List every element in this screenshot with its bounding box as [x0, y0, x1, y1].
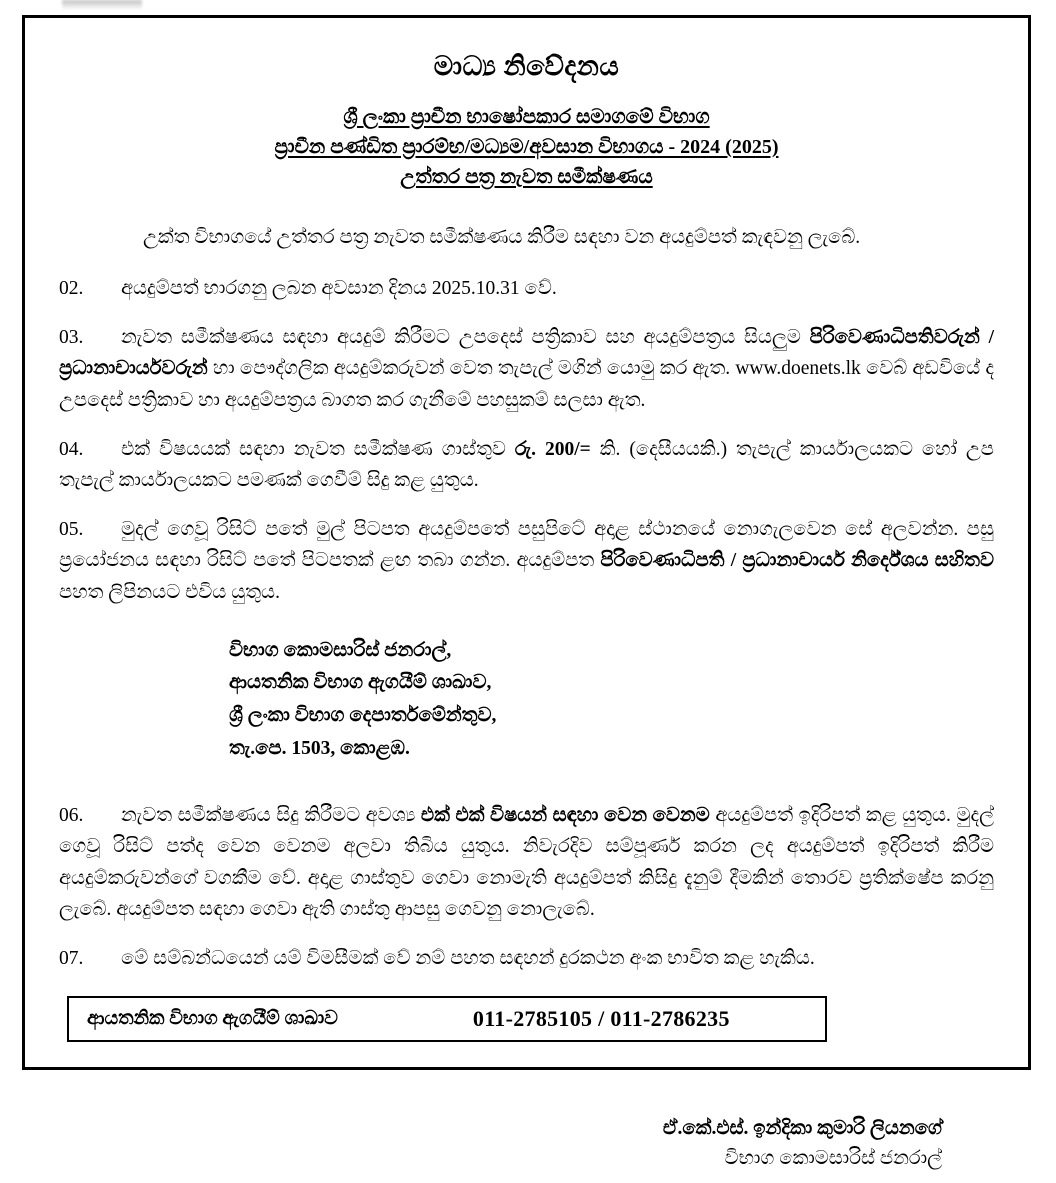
paragraph-03	[59, 322, 994, 417]
document-body	[59, 222, 994, 1173]
subheading-text-2: ප්‍රාචීන පණ්ඩිත ප්‍රාරම්භ/මධ්‍යම/අවසාන විභාගය - 2024 (2025)	[274, 135, 779, 158]
subheading-line-3	[59, 162, 994, 192]
signatory-role: විභාග කොමසාරිස් ජනරාල්	[724, 1147, 942, 1169]
document-page-frame	[22, 15, 1031, 1169]
address-line-1: විභාග කොමසාරිස් ජනරාල්,	[229, 639, 452, 661]
signatory-name: ඒ.කේ.එස්. ඉන්දිකා කුමාරි ලියනගේ	[662, 1118, 942, 1140]
address-line-2: ආයතනික විභාග ඇගයීම් ශාඛාව,	[229, 672, 492, 694]
paragraph-text-03-b: හා පෞද්ගලික අයදුම්කරුවන් වෙත තැපැල් මගින් යොමු කර ඇත. www.doenets.lk වෙබ් අඩවියේ ද උපදෙස් පත්‍රිකාව හා අයදුම්පත්‍රය බාගත කර ගැනීමේ පහසුකම් සලසා ඇත.	[59, 358, 994, 412]
paragraph-number-04: 04.	[59, 438, 84, 460]
document-content	[25, 18, 1028, 1183]
postal-address-block	[59, 635, 994, 766]
signature-block	[59, 1114, 994, 1173]
paragraph-number-02: 02.	[59, 278, 84, 300]
subheading-text-3: උත්තර පත්‍ර නැවත සමීක්ෂණය	[400, 165, 653, 188]
contact-phone-numbers: 011-2785105 / 011-2786235	[472, 1006, 730, 1032]
contact-branch-label: ආයතනික විභාග ඇගයීම් ශාඛාව	[87, 1008, 338, 1030]
paragraph-text-03-bold: පිරිවෙණාධිපතිවරුන් / ප්‍රධානාචාර්යවරුන්	[59, 326, 994, 380]
subheading-line-1	[59, 102, 994, 132]
scan-artifact	[62, 0, 142, 10]
page-title: මාධ්‍ය නිවේදනය	[433, 51, 620, 81]
paragraph-text-07: මේ සම්බන්ධයෙන් යම් විමසීමක් වේ නම් පහත සඳහන් දුරකථන අංක භාවිත කළ හැකිය.	[121, 947, 815, 969]
paragraph-text-06-a: නැවත සමීක්ෂණය සිදු කිරීමට අවශ්‍ය	[121, 804, 421, 826]
subheading-text-1: ශ්‍රී ලංකා ප්‍රාචීන භාෂෝපකාර සමාගමේ විභාග	[343, 105, 710, 128]
paragraph-fee-amount: රු. 200/=	[514, 438, 591, 460]
paragraph-07	[59, 943, 994, 975]
paragraph-text-05-b: පහත ලිපිනයට එවිය යුතුය.	[59, 581, 280, 603]
paragraph-text-04-a: එක් විෂයයක් සඳහා නැවත සමීක්ෂණ ගාස්තුව	[121, 438, 515, 460]
paragraph-number-03: 03.	[59, 326, 84, 348]
address-line-4: තැ.පෙ. 1503, කොළඹ.	[229, 737, 410, 759]
paragraph-text-03-a: නැවත සමීක්ෂණය සඳහා අයදුම් කිරීමට උපදෙස් පත්‍රිකාව සහ අයදුම්පත්‍රය සියලුම	[121, 326, 810, 348]
paragraph-text-04-b: කි. (දෙසීයයකි.) තැපැල් කාර්යාලයකට හෝ උප තැපැල් කාර්යාලයකට පමණක් ගෙවීම් සිදු කළ යුතුය.	[59, 438, 994, 492]
paragraph-02	[59, 273, 994, 305]
paragraph-number-05: 05.	[59, 518, 84, 540]
paragraph-text-02: අයදුම්පත් භාරගනු ලබන අවසාන දිනය 2025.10.31 වේ.	[121, 278, 557, 300]
contact-info-box	[67, 996, 827, 1042]
paragraph-text-05-bold: පිරිවෙණාධිපති / ප්‍රධානාචාර්ය නිර්දේශය සහිතව	[600, 550, 994, 572]
paragraph-text-05-a: මුදල් ගෙවූ රිසිට් පතේ මුල් පිටපත අයදුම්පතේ පසුපිටේ අදාළ ස්ථානයේ නොගැලවෙන සේ අලවන්න. පසු ප්‍රයෝජනය සඳහා රිසිට් පතේ පිටපතක් ළඟ තබා ගන්න. අයදුම්පත	[59, 518, 994, 572]
paragraph-05	[59, 514, 994, 609]
paragraph-06	[59, 800, 994, 926]
subheading-line-2	[59, 132, 994, 162]
paragraph-text-06-b: අයදුම්පත් ඉදිරිපත් කළ යුතුය. මුදල් ගෙවූ රිසිට් පත්ද වෙන වෙනම අලවා තිබිය යුතුය. නිවැරදිව සම්පූර්ණ කරන ලද අයදුම්පත් ඉදිරිපත් කිරීම අයදුම්කරුවන්ගේ වගකීම වේ. අදාළ ගාස්තුව ගෙවා නොමැති අයදුම්පත් කිසිදු දැනුම් දීමකින් තොරව ප්‍රතික්ෂේප කරනු ලැබේ. අයදුම්පත සඳහා ගෙවා ඇති ගාස්තු ආපසු ගෙවනු නොලැබේ.	[59, 804, 994, 921]
intro-paragraph: උක්ත විභාගයේ උත්තර පත්‍ර නැවත සමීක්ෂණය කිරීම සඳහා වන අයදුම්පත් කැඳවනු ලැබේ.	[143, 226, 861, 248]
paragraph-04	[59, 434, 994, 497]
address-line-3: ශ්‍රී ලංකා විභාග දෙපාර්තමේන්තුව,	[229, 705, 497, 727]
paragraph-text-06-bold: එක් එක් විෂයන් සඳහා වෙන වෙනම	[420, 804, 710, 826]
paragraph-number-06: 06.	[59, 804, 84, 826]
paragraph-number-07: 07.	[59, 947, 84, 969]
